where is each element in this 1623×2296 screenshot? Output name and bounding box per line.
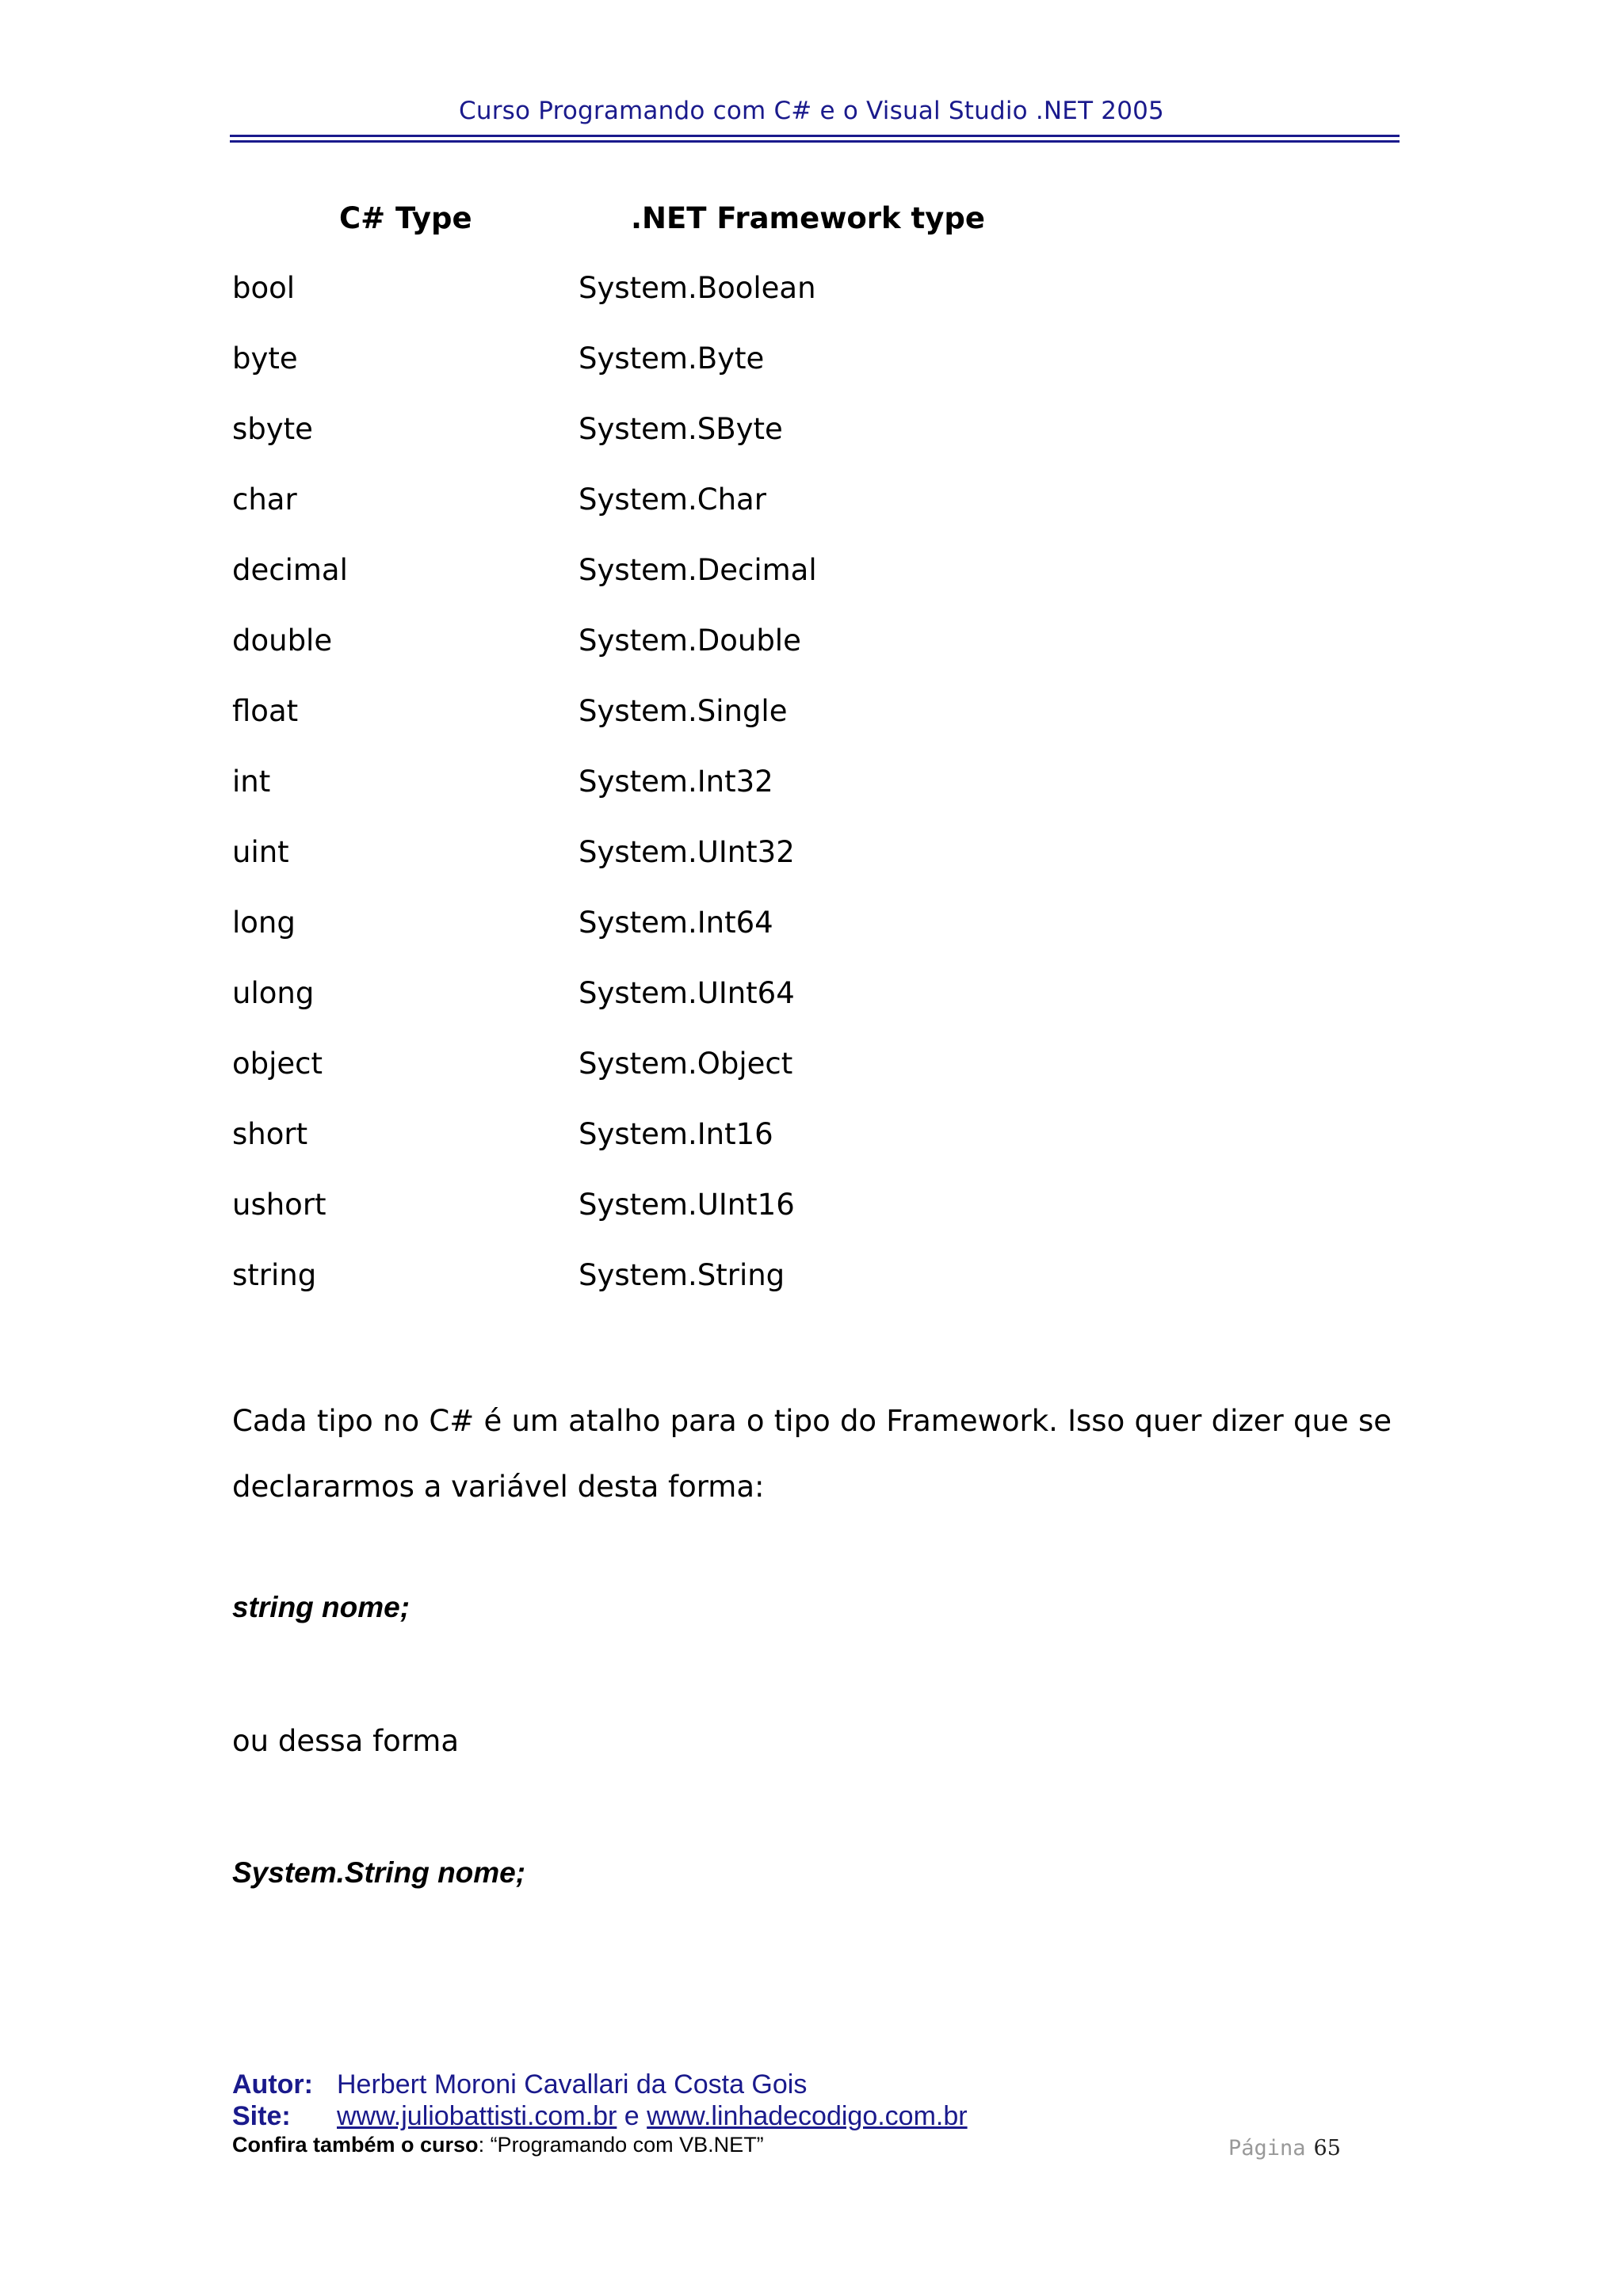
cell-net-type: System.Object bbox=[579, 1047, 793, 1081]
page-label: Página bbox=[1228, 2136, 1306, 2161]
table-row bbox=[232, 694, 1183, 765]
table-row bbox=[232, 765, 1183, 835]
cell-csharp-type: double bbox=[232, 624, 333, 658]
table-row bbox=[232, 553, 1183, 624]
column-header-csharp-type: C# Type bbox=[339, 201, 472, 235]
cell-net-type: System.Byte bbox=[579, 341, 765, 376]
cell-net-type: System.UInt16 bbox=[579, 1188, 795, 1222]
footer-author-name: Herbert Moroni Cavallari da Costa Gois bbox=[337, 2069, 808, 2100]
footer-site-links bbox=[337, 2101, 968, 2132]
header-rule bbox=[230, 135, 1400, 137]
table-row bbox=[232, 412, 1183, 482]
link-linhadecodigo[interactable]: www.linhadecodigo.com.br bbox=[647, 2101, 968, 2131]
table-row bbox=[232, 624, 1183, 694]
table-header bbox=[232, 201, 1183, 257]
footer-author-label: Autor: bbox=[232, 2069, 313, 2100]
cell-net-type: System.Int32 bbox=[579, 765, 773, 799]
cell-net-type: System.String bbox=[579, 1258, 785, 1292]
cell-net-type: System.UInt32 bbox=[579, 835, 795, 869]
cell-csharp-type: char bbox=[232, 482, 297, 517]
running-header: Curso Programando com C# e o Visual Studio .NET 2005 bbox=[459, 97, 1164, 125]
footer-confira-course: : “Programando com VB.NET” bbox=[478, 2133, 764, 2157]
footer-author-line bbox=[232, 2069, 1405, 2101]
cell-csharp-type: byte bbox=[232, 341, 298, 376]
footer-site-line bbox=[232, 2101, 1405, 2133]
cell-csharp-type: sbyte bbox=[232, 412, 313, 446]
cell-csharp-type: uint bbox=[232, 835, 289, 869]
header-rule-secondary bbox=[230, 140, 1400, 143]
cell-net-type: System.SByte bbox=[579, 412, 783, 446]
footer-site-label: Site: bbox=[232, 2101, 291, 2131]
link-juliobattisti[interactable]: www.juliobattisti.com.br bbox=[337, 2101, 617, 2131]
column-header-net-type: .NET Framework type bbox=[631, 201, 985, 235]
cell-csharp-type: ulong bbox=[232, 976, 315, 1010]
table-row bbox=[232, 482, 1183, 553]
table-row bbox=[232, 906, 1183, 976]
cell-csharp-type: float bbox=[232, 694, 299, 728]
code-example-string: string nome; bbox=[232, 1591, 411, 1623]
code-example-system-string: System.String nome; bbox=[232, 1856, 526, 1889]
table-row bbox=[232, 271, 1183, 341]
body-text-alternative: ou dessa forma bbox=[232, 1724, 460, 1758]
cell-net-type: System.Decimal bbox=[579, 553, 817, 587]
table-row bbox=[232, 976, 1183, 1047]
cell-csharp-type: int bbox=[232, 765, 271, 799]
cell-csharp-type: ushort bbox=[232, 1188, 327, 1222]
cell-net-type: System.Int64 bbox=[579, 906, 773, 940]
table-row bbox=[232, 1188, 1183, 1258]
cell-net-type: System.Boolean bbox=[579, 271, 816, 305]
footer-site-separator: e bbox=[617, 2101, 647, 2131]
table-row bbox=[232, 835, 1183, 906]
cell-net-type: System.Char bbox=[579, 482, 766, 517]
cell-csharp-type: decimal bbox=[232, 553, 348, 587]
cell-csharp-type: long bbox=[232, 906, 296, 940]
cell-csharp-type: short bbox=[232, 1117, 308, 1151]
table-row bbox=[232, 1047, 1183, 1117]
cell-net-type: System.Single bbox=[579, 694, 788, 728]
table-row bbox=[232, 1258, 1183, 1329]
cell-csharp-type: string bbox=[232, 1258, 317, 1292]
table-row bbox=[232, 341, 1183, 412]
cell-csharp-type: object bbox=[232, 1047, 323, 1081]
type-mapping-table bbox=[232, 201, 1183, 1292]
footer-confira-label: Confira também o curso bbox=[232, 2133, 479, 2157]
page-number bbox=[1228, 2136, 1341, 2161]
table-rows bbox=[232, 271, 1183, 1329]
cell-csharp-type: bool bbox=[232, 271, 296, 305]
cell-net-type: System.Int16 bbox=[579, 1117, 773, 1151]
cell-net-type: System.UInt64 bbox=[579, 976, 795, 1010]
body-paragraph: Cada tipo no C# é um atalho para o tipo do Framework. Isso quer dizer que se declararmos a variável desta forma: bbox=[232, 1404, 1392, 1504]
page-number-value: 65 bbox=[1313, 2136, 1341, 2161]
table-row bbox=[232, 1117, 1183, 1188]
cell-net-type: System.Double bbox=[579, 624, 801, 658]
